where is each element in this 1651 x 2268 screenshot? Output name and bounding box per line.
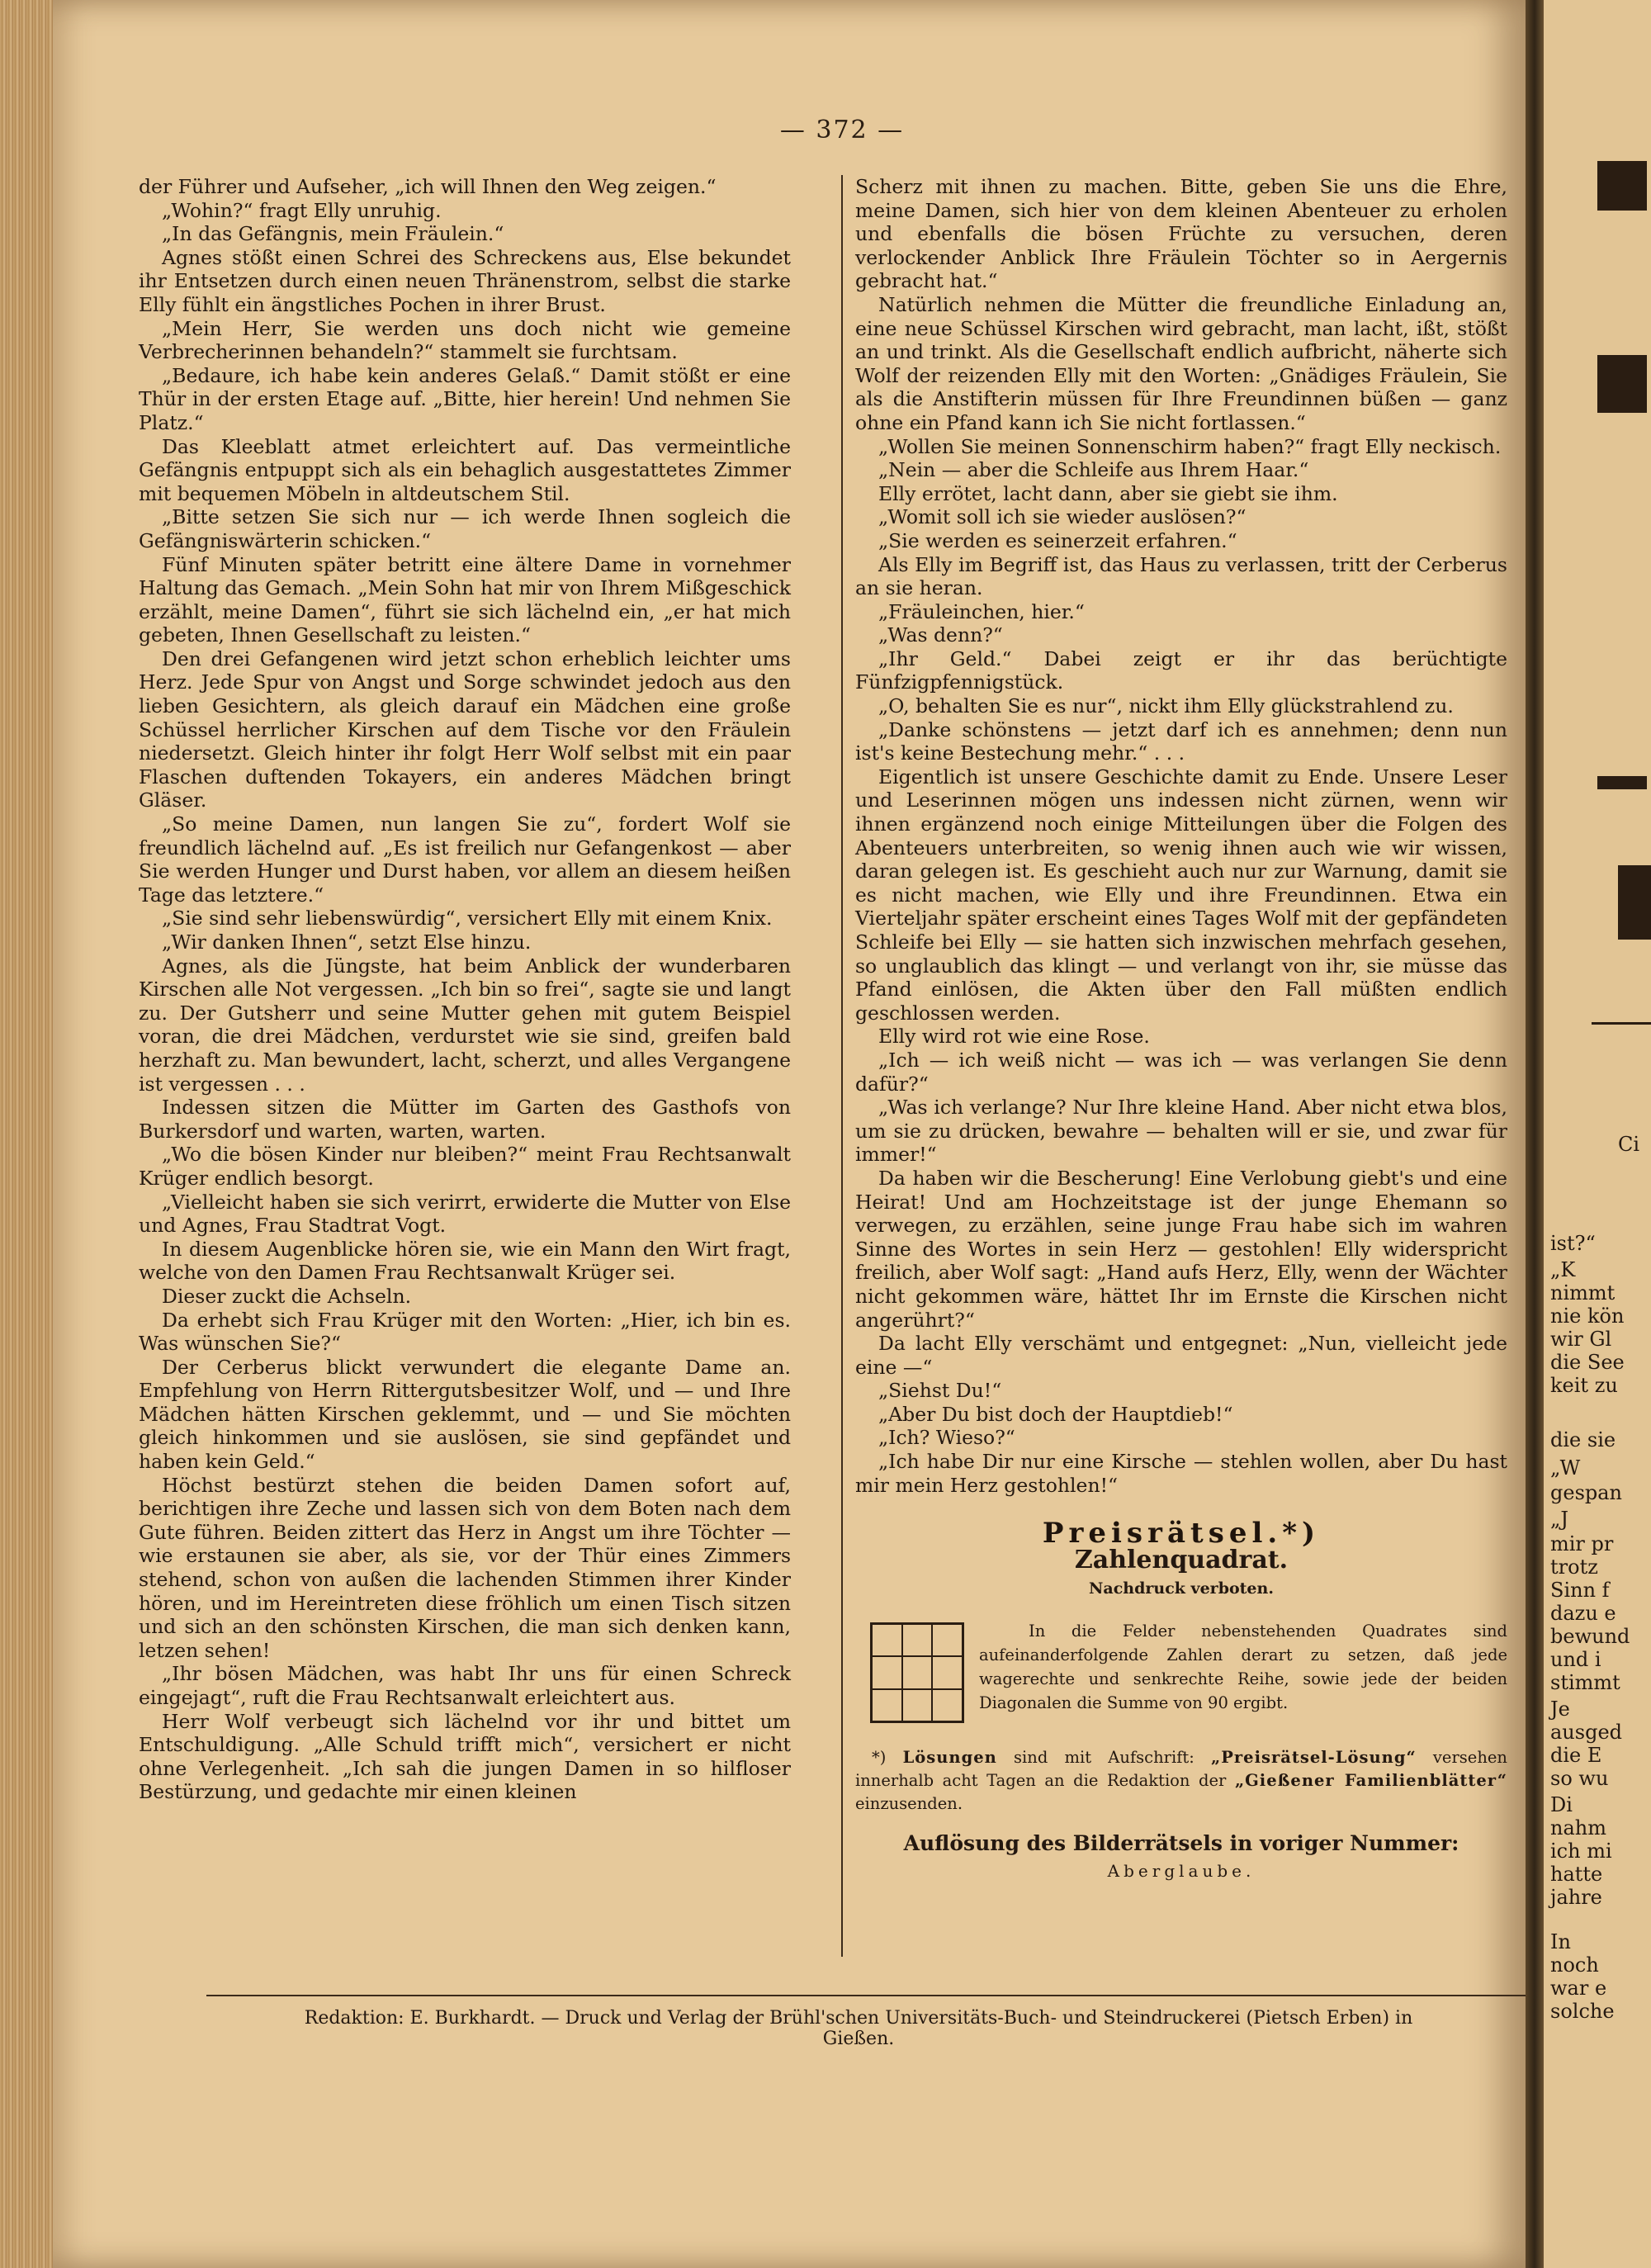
decorative-ornament xyxy=(1597,161,1647,211)
paragraph: Fünf Minuten später betritt eine ältere Dame in vornehmer Haltung das Gemach. „Mein Sohn hat mir von Ihrem Mißgeschick erzählt, meine Damen“, führt sie sich lächelnd ein, „er hat mich gebeten, Ihnen Gesellschaft zu leisten.“ xyxy=(139,552,791,647)
solution-word: Aberglaube. xyxy=(1107,1860,1256,1881)
page-number: — 372 — xyxy=(779,116,905,144)
next-page-fragment: ich mi xyxy=(1550,1839,1612,1863)
next-page-fragment: hatte xyxy=(1550,1863,1603,1886)
paragraph: „Ich habe Dir nur eine Kirsche — stehlen wollen, aber Du hast mir mein Herz gestohlen!“ xyxy=(855,1450,1507,1497)
next-page-fragment: nimmt xyxy=(1550,1281,1616,1304)
next-page-fragment: Je xyxy=(1550,1697,1570,1721)
paragraph: „Sie werden es seinerzeit erfahren.“ xyxy=(878,528,1237,552)
next-page-fragment: jahre xyxy=(1550,1886,1602,1909)
paragraph: „Danke schönstens — jetzt darf ich es annehmen; denn nun ist's keine Bestechung mehr.“ . . . xyxy=(855,717,1507,765)
paragraph: der Führer und Aufseher, „ich will Ihnen den Weg zeigen.“ xyxy=(139,175,717,198)
paragraph: „Aber Du bist doch der Hauptdieb!“ xyxy=(878,1402,1233,1426)
paragraph: „So meine Damen, nun langen Sie zu“, fordert Wolf sie freundlich lächelnd auf. „Es ist freilich nur Gefangenkost — aber Sie werden Hunger und Durst haben, vor allem an diesem heißen Tage das letztere.“ xyxy=(139,812,791,907)
copyright-note: Nachdruck verboten. xyxy=(1089,1579,1274,1598)
paragraph: Der Cerberus blickt verwundert die elegante Dame an. Empfehlung von Herrn Rittergutsbesitzer Wolf, und — und Ihre Mädchen hätten Kirschen geklemmt, und — und Sie möchten gleich hinkommen und sie auslösen, sie sind gepfändet und haben kein Geld.“ xyxy=(139,1355,791,1474)
grid-cell xyxy=(932,1656,963,1688)
grid-cell xyxy=(902,1656,933,1688)
grid-cell xyxy=(872,1689,902,1721)
paragraph: Da erhebt sich Frau Krüger mit den Worten: „Hier, ich bin es. Was wünschen Sie?“ xyxy=(139,1308,791,1356)
paragraph: „Was ich verlange? Nur Ihre kleine Hand. Aber nicht etwa blos, um sie zu drücken, bewahre — behalten will er sie, und zwar für immer!“ xyxy=(855,1096,1507,1167)
next-page-fragment: so wu xyxy=(1550,1767,1609,1790)
paragraph: In diesem Augenblicke hören sie, wie ein Mann den Wirt fragt, welche von den Damen Frau Rechtsanwalt Krüger sei. xyxy=(139,1237,791,1285)
paragraph: „Ich? Wieso?“ xyxy=(878,1426,1015,1450)
puzzle-instructions: In die Felder nebenstehenden Quadrates sind aufeinanderfolgende Zahlen derart zu setzen, daß jede wagerechte und senkrechte Reihe, sowie jede der beiden Diagonalen die Summe von 90 ergibt. xyxy=(979,1622,1507,1713)
paragraph: „Wohin?“ fragt Elly unruhig. xyxy=(162,198,442,222)
puzzle-subtitle: Zahlenquadrat. xyxy=(1074,1545,1289,1574)
footnote-marker: *) xyxy=(872,1748,887,1768)
next-page-fragment: ist?“ xyxy=(1550,1232,1596,1255)
paragraph: „Wir danken Ihnen“, setzt Else hinzu. xyxy=(162,930,532,954)
grid-cell xyxy=(872,1624,902,1656)
next-page-fragment: mir pr xyxy=(1550,1532,1614,1555)
grid-cell xyxy=(902,1689,933,1721)
paragraph: „Bedaure, ich habe kein anderes Gelaß.“ Damit stößt er eine Thür in der ersten Etage auf. „Bitte, hier herein! Und nehmen Sie Platz.“ xyxy=(139,363,791,434)
paragraph: Herr Wolf verbeugt sich lächelnd vor ihr und bittet um Entschuldigung. „Alle Schuld trifft mich“, versichert er nicht ohne Verlegenheit. „Ich sah die jungen Damen in so hilfloser Bestürzung, und gedachte mir einen kleinen xyxy=(139,1709,791,1804)
left-column xyxy=(139,175,791,1804)
footnote-text-3: einzusenden. xyxy=(855,1794,963,1814)
next-page-fragment: „K xyxy=(1550,1258,1576,1281)
next-page-fragment: solche xyxy=(1550,2000,1615,2023)
next-page-fragment: Ci xyxy=(1618,1133,1640,1156)
paragraph: „Bitte setzen Sie sich nur — ich werde Ihnen sogleich die Gefängniswärterin schicken.“ xyxy=(139,505,791,552)
next-page-fragment: wir Gl xyxy=(1550,1328,1612,1351)
next-page-fragment: gespan xyxy=(1550,1481,1623,1504)
paragraph: „In das Gefängnis, mein Fräulein.“ xyxy=(162,222,504,246)
next-page-fragment: Sinn f xyxy=(1550,1579,1610,1602)
paragraph: Da haben wir die Bescherung! Eine Verlobung giebt's und eine Heirat! Und am Hochzeitstage ist der junge Ehemann so verwegen, zu erzählen, seine junge Frau habe sich im wahren Sinne des Wortes in sein Herz — gestohlen! Elly widerspricht freilich, aber Wolf sagt: „Hand aufs Herz, Elly, wenn der Wächter nicht gekommen wäre, hättet Ihr im Ernste die Kirschen nicht angerührt?“ xyxy=(855,1166,1507,1332)
footnote-bold-solutions: Lösungen xyxy=(902,1748,997,1768)
paragraph: Elly wird rot wie eine Rose. xyxy=(878,1025,1150,1049)
decorative-ornament xyxy=(1592,1022,1651,1025)
next-page-fragment: die See xyxy=(1550,1351,1625,1374)
next-page-fragment: die sie xyxy=(1550,1428,1616,1451)
paragraph: Indessen sitzen die Mütter im Garten des Gasthofs von Burkersdorf und warten, warten, warten. xyxy=(139,1096,791,1143)
paragraph: „Womit soll ich sie wieder auslösen?“ xyxy=(878,505,1247,529)
right-column-text xyxy=(855,175,1507,1497)
next-page-fragment: nie kön xyxy=(1550,1304,1625,1328)
footnote-text-2: versehen innerhalb acht Tagen an die Redaktion der xyxy=(855,1748,1507,1791)
paragraph: Natürlich nehmen die Mütter die freundliche Einladung an, eine neue Schüssel Kirschen wird gebracht, man lacht, ißt, stößt an und trinkt. Als die Gesellschaft endlich aufbricht, näherte sich Wolf der reizenden Elly mit den Worten: „Gnädiges Fräulein, Sie als die Anstifterin müssen für Ihre Freundinnen büßen — ganz ohne ein Pfand kann ich Sie nicht fortlassen.“ xyxy=(855,292,1507,434)
next-page-fragment: „W xyxy=(1550,1456,1581,1480)
paragraph: Scherz mit ihnen zu machen. Bitte, geben Sie uns die Ehre, meine Damen, sich hier von dem kleinen Abenteuer zu erholen und ebenfalls die bösen Früchte zu versuchen, deren verlockender Anblick Ihre Fräulein Töchter so in Aergernis gebracht hat.“ xyxy=(855,175,1507,293)
book-gutter xyxy=(1526,0,1544,2268)
next-page-fragment: Di xyxy=(1550,1793,1573,1816)
footnote-bold-publication: „Gießener Familienblätter“ xyxy=(1234,1771,1507,1791)
next-page-fragment: „J xyxy=(1550,1508,1569,1531)
next-page-fragment: bewund xyxy=(1550,1625,1630,1648)
next-page-fragment: war e xyxy=(1550,1977,1607,2000)
paragraph: „Siehst Du!“ xyxy=(878,1379,1002,1403)
paragraph: „Ihr Geld.“ Dabei zeigt er ihr das berüchtigte Fünfzigpfennigstück. xyxy=(855,646,1507,694)
grid-cell xyxy=(932,1624,963,1656)
imprint-line: Redaktion: E. Burkhardt. — Druck und Verlag der Brühl'schen Universitäts-Buch- und Steindruckerei (Pietsch Erben) in Gießen. xyxy=(304,2008,1413,2049)
next-page-fragment: noch xyxy=(1550,1953,1599,1977)
decorative-ornament xyxy=(1597,355,1647,413)
paragraph: „Ihr bösen Mädchen, was habt Ihr uns für einen Schreck eingejagt“, ruft die Frau Rechtsanwalt erleichtert aus. xyxy=(139,1662,791,1709)
grid-cell xyxy=(902,1624,933,1656)
paragraph: „Wo die bösen Kinder nur bleiben?“ meint Frau Rechtsanwalt Krüger endlich besorgt. xyxy=(139,1143,791,1190)
grid-cell xyxy=(872,1656,902,1688)
next-page-fragment: nahm xyxy=(1550,1816,1606,1839)
next-page-fragment: keit zu xyxy=(1550,1374,1618,1397)
paragraph: „Mein Herr, Sie werden uns doch nicht wie gemeine Verbrecherinnen behandeln?“ stammelt sie furchtsam. xyxy=(139,316,791,364)
paragraph: Agnes stößt einen Schrei des Schreckens aus, Else bekundet ihr Entsetzen durch einen neuen Thränenstrom, selbst die starke Elly fühlt ein ängstliches Pochen in ihrer Brust. xyxy=(139,245,791,316)
paragraph: „Sie sind sehr liebenswürdig“, versichert Elly mit einem Knix. xyxy=(162,907,773,930)
paragraph: Eigentlich ist unsere Geschichte damit zu Ende. Unsere Leser und Leserinnen mögen uns indessen nicht zürnen, wenn wir ihnen ergänzend noch einige Mitteilungen über die Folgen des Abenteuers unterbreiten, so wenig ihnen auch wie wir wissen, daran gelegen ist. Es geschieht auch nur zur Warnung, damit sie es nicht machen, wie Elly und ihre Freundinnen. Etwa ein Vierteljahr später erscheint eines Tages Wolf mit der gepfändeten Schleife bei Elly — sie hatten sich inzwischen mehrfach gesehen, so unglaublich das klingt — und verlangt von ihr, sie müsse das Pfand einlösen, die Akten über den Fall müßten endlich geschlossen werden. xyxy=(855,765,1507,1025)
next-page-fragment: stimmt xyxy=(1550,1671,1620,1694)
puzzle-title: Preisrätsel.*) xyxy=(1042,1517,1321,1551)
puzzle-footnote xyxy=(855,1746,1507,1816)
paragraph: „Vielleicht haben sie sich verirrt, erwiderte die Mutter von Else und Agnes, Frau Stadtrat Vogt. xyxy=(139,1190,791,1238)
paragraph: Höchst bestürzt stehen die beiden Damen sofort auf, berichtigen ihre Zeche und lassen sich von dem Boten nach dem Gute führen. Beiden zittert das Herz in Angst um ihre Töchter — wie erstaunen sie aber, als sie, vor der Thür eines Zimmers stehend, schon von außen die lachenden Stimmen ihrer Kinder hören, und im Hereintreten diese fröhlich um einen Tisch sitzen und sich an den schönsten Kirschen, die man sich denken kann, letzen sehen! xyxy=(139,1473,791,1662)
paragraph: Den drei Gefangenen wird jetzt schon erheblich leichter ums Herz. Jede Spur von Angst und Sorge schwindet jedoch aus den lieben Gesichtern, als gleich darauf ein Mädchen eine große Schüssel herrlicher Kirschen auf dem Tische vor den Fräulein niedersetzt. Gleich hinter ihr folgt Herr Wolf selbst mit ein paar Flaschen duftenden Tokayers, ein anderes Mädchen bringt Gläser. xyxy=(139,646,791,812)
paragraph: „Ich — ich weiß nicht — was ich — was verlangen Sie denn dafür?“ xyxy=(855,1048,1507,1096)
number-square-grid xyxy=(870,1622,964,1723)
footer-rule xyxy=(206,1995,1527,1996)
paragraph: Als Elly im Begriff ist, das Haus zu verlassen, tritt der Cerberus an sie heran. xyxy=(855,552,1507,600)
footnote-text-1: sind mit Aufschrift: xyxy=(1014,1748,1194,1768)
paragraph: Das Kleeblatt atmet erleichtert auf. Das vermeintliche Gefängnis entpuppt sich als ein behaglich ausgestattetes Zimmer mit bequemen Möbeln in altdeutschem Stil. xyxy=(139,434,791,505)
puzzle-block xyxy=(855,1619,1507,1743)
decorative-ornament xyxy=(1618,865,1651,940)
next-page-fragment: dazu e xyxy=(1550,1602,1616,1625)
paragraph: „Wollen Sie meinen Sonnenschirm haben?“ fragt Elly neckisch. xyxy=(878,434,1502,458)
next-page-fragment: die E xyxy=(1550,1744,1602,1767)
next-page-fragment: und i xyxy=(1550,1648,1601,1671)
next-page-fragment: In xyxy=(1550,1930,1571,1953)
paragraph: „Fräuleinchen, hier.“ xyxy=(878,599,1085,623)
paragraph: Elly errötet, lacht dann, aber sie giebt sie ihm. xyxy=(878,481,1338,505)
paragraph: Da lacht Elly verschämt und entgegnet: „Nun, vielleicht jede eine —“ xyxy=(855,1332,1507,1379)
decorative-ornament xyxy=(1597,776,1647,789)
solution-title: Auflösung des Bilderrätsels in voriger Nummer: xyxy=(903,1831,1459,1856)
paragraph: „Was denn?“ xyxy=(878,623,1003,647)
right-column xyxy=(855,175,1507,1882)
book-page-edges xyxy=(0,0,53,2268)
column-divider xyxy=(841,175,843,1957)
paragraph: „O, behalten Sie es nur“, nickt ihm Elly glückstrahlend zu. xyxy=(878,694,1454,718)
next-page-fragment: ausged xyxy=(1550,1721,1623,1744)
paragraph: Dieser zuckt die Achseln. xyxy=(162,1284,412,1308)
paragraph: Agnes, als die Jüngste, hat beim Anblick der wunderbaren Kirschen alle Not vergessen. „Ich bin so frei“, sagte sie und langt zu. Der Gutsherr und seine Mutter gehen mit gutem Beispiel voran, die drei Mädchen, verdurstet wie sie sind, greifen bald herzhaft zu. Man bewundert, lacht, scherzt, und alles Vergangene ist vergessen . . . xyxy=(139,954,791,1096)
next-page-fragment: trotz xyxy=(1550,1555,1598,1579)
grid-cell xyxy=(932,1689,963,1721)
footnote-bold-label: „Preisrätsel-Lösung“ xyxy=(1211,1748,1417,1768)
paragraph: „Nein — aber die Schleife aus Ihrem Haar.“ xyxy=(878,458,1309,482)
